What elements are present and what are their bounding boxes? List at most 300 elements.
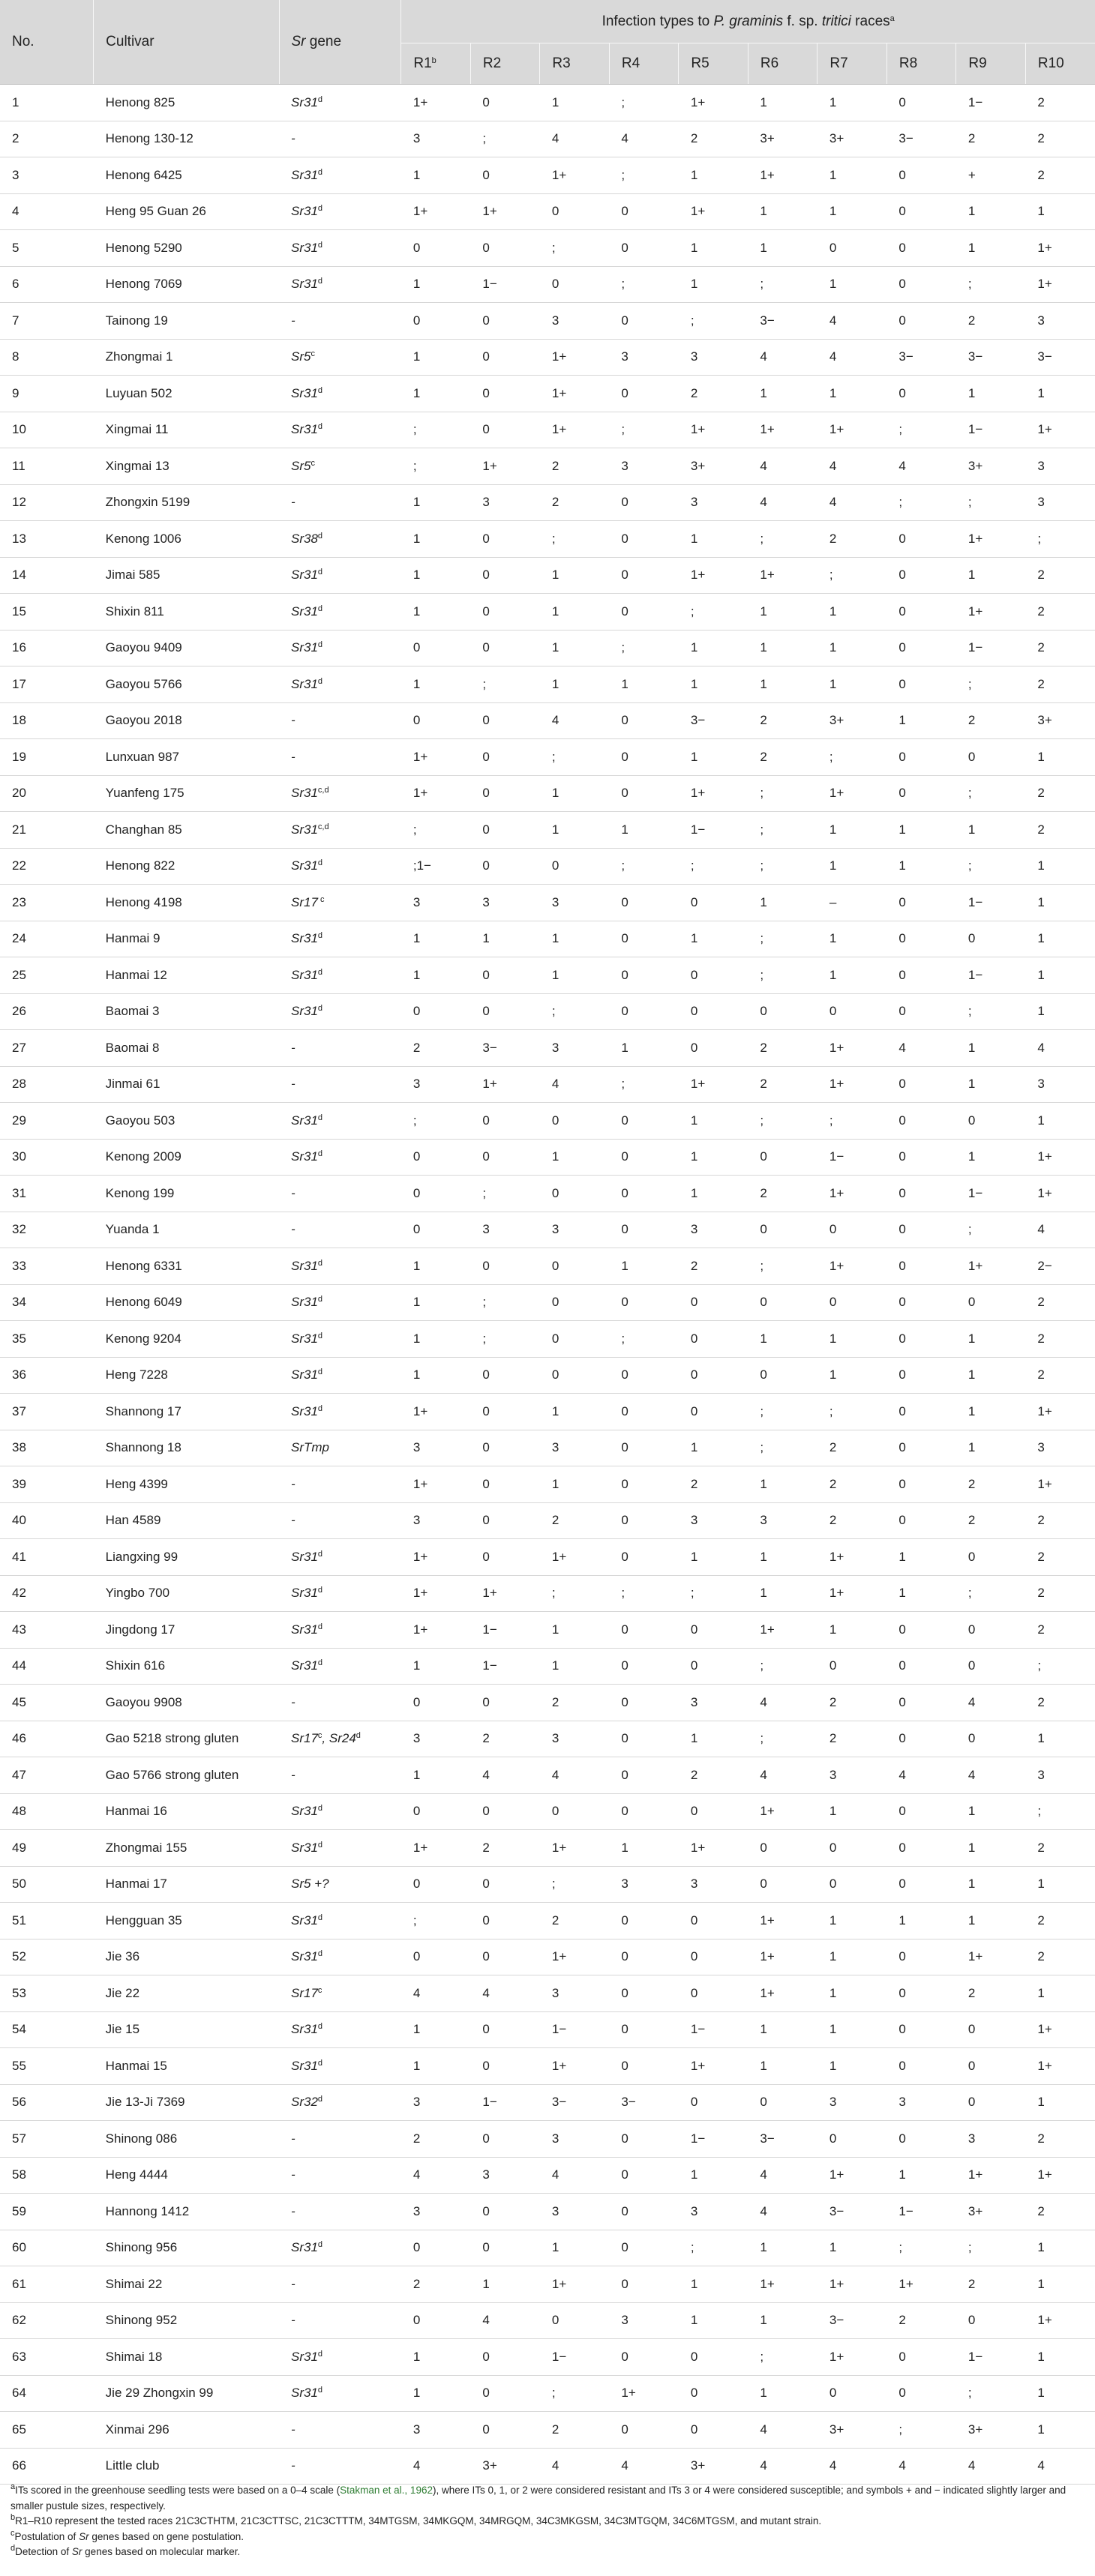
cell-sr-gene <box>279 993 401 1030</box>
cell-race-9: 1 <box>956 1830 1026 1867</box>
race-label: R8 <box>898 55 918 71</box>
cell-race-9: 1 <box>956 1357 1026 1394</box>
cell-race-9: 0 <box>956 2011 1026 2048</box>
cell-sr-gene <box>279 2375 401 2412</box>
gene-footnote-mark: d <box>317 1658 323 1668</box>
cell-race-9: 1 <box>956 1066 1026 1103</box>
cell-race-3: ; <box>540 1866 610 1903</box>
gene-footnote-mark: d <box>317 2095 323 2104</box>
gene-name: Sr31 <box>291 967 318 982</box>
cell-race-2: 0 <box>470 1903 540 1939</box>
cell-race-9: ; <box>956 1212 1026 1248</box>
cell-race-8: 0 <box>886 775 956 812</box>
header-race-5 <box>679 43 748 85</box>
cell-race-6: ; <box>748 1721 818 1757</box>
header-race-9 <box>956 43 1026 85</box>
table-row <box>0 85 1095 121</box>
cell-cultivar: Tainong 19 <box>94 303 279 340</box>
cell-race-7: 0 <box>818 2375 887 2412</box>
cell-no: 55 <box>0 2048 94 2085</box>
gene-name: Sr31 <box>291 2058 318 2073</box>
table-body <box>0 85 1095 2485</box>
cell-race-6: 0 <box>748 1830 818 1867</box>
cell-race-7: 0 <box>818 1830 887 1867</box>
cell-race-3: 1− <box>540 2011 610 2048</box>
cell-sr-gene <box>279 1866 401 1903</box>
cell-cultivar: Lunxuan 987 <box>94 739 279 776</box>
cell-race-5: 0 <box>679 1975 748 2012</box>
cell-race-5: 0 <box>679 1394 748 1430</box>
cell-race-10: 1 <box>1025 993 1095 1030</box>
cell-race-6: 3− <box>748 2121 818 2158</box>
cell-race-9: 2 <box>956 1975 1026 2012</box>
cell-race-2: 0 <box>470 521 540 558</box>
cell-race-10: 2 <box>1025 2121 1095 2158</box>
cell-cultivar: Jie 13-Ji 7369 <box>94 2084 279 2121</box>
cell-cultivar: Changhan 85 <box>94 812 279 849</box>
cell-race-3: 0 <box>540 1103 610 1140</box>
cell-cultivar: Heng 4399 <box>94 1466 279 1503</box>
table-row <box>0 1030 1095 1067</box>
cell-race-8: 0 <box>886 594 956 631</box>
cell-race-6: ; <box>748 812 818 849</box>
table-row <box>0 775 1095 812</box>
cell-cultivar: Shimai 22 <box>94 2266 279 2303</box>
cell-sr-gene <box>279 230 401 267</box>
cell-race-10: 1 <box>1025 739 1095 776</box>
cell-race-2: ; <box>470 1284 540 1321</box>
cell-race-8: 0 <box>886 1321 956 1358</box>
cell-race-10: ; <box>1025 1648 1095 1685</box>
gene-name: - <box>291 2422 296 2437</box>
cell-race-3: 4 <box>540 1066 610 1103</box>
cell-race-9: 1− <box>956 885 1026 921</box>
cell-race-7: 1 <box>818 1793 887 1830</box>
cell-race-3: 3− <box>540 2084 610 2121</box>
cell-race-9: 1 <box>956 193 1026 230</box>
cell-race-4: 0 <box>609 2011 679 2048</box>
cell-sr-gene <box>279 1176 401 1212</box>
cell-race-1: 0 <box>401 702 471 739</box>
table-row <box>0 2157 1095 2194</box>
race-label: R4 <box>621 55 640 71</box>
cell-cultivar: Gao 5766 strong gluten <box>94 1757 279 1794</box>
cell-race-1: 1 <box>401 1357 471 1394</box>
cell-sr-gene <box>279 2194 401 2230</box>
cell-race-6: 3+ <box>748 121 818 157</box>
cell-race-1: 1 <box>401 1284 471 1321</box>
cell-race-3: 3 <box>540 1212 610 1248</box>
cell-race-10: 3 <box>1025 1430 1095 1466</box>
cell-race-8: 0 <box>886 1721 956 1757</box>
cell-race-3: 4 <box>540 121 610 157</box>
cell-cultivar: Zhongmai 1 <box>94 339 279 376</box>
cell-race-6: ; <box>748 1648 818 1685</box>
cell-race-8: 0 <box>886 2048 956 2085</box>
gene-footnote-mark: d <box>317 1113 323 1122</box>
table-row <box>0 1103 1095 1140</box>
cell-sr-gene <box>279 630 401 666</box>
cell-cultivar: Henong 822 <box>94 848 279 885</box>
cell-race-7: 1 <box>818 376 887 412</box>
cell-no: 31 <box>0 1176 94 1212</box>
cell-no: 49 <box>0 1830 94 1867</box>
footnote-a-citation-link[interactable]: Stakman et al., 1962 <box>340 2485 433 2496</box>
cell-race-5: 3 <box>679 1685 748 1721</box>
cell-race-2: 1− <box>470 1612 540 1649</box>
cell-race-9: 0 <box>956 2048 1026 2085</box>
cell-race-8: 0 <box>886 2121 956 2158</box>
cell-no: 24 <box>0 921 94 957</box>
cell-race-1: 3 <box>401 1430 471 1466</box>
gene-footnote-mark: d <box>317 676 323 686</box>
gene-name: Sr31 <box>291 1804 318 1819</box>
gene-name: Sr31 <box>291 1331 318 1346</box>
cell-race-7: 1 <box>818 1357 887 1394</box>
cell-race-5: 1+ <box>679 1830 748 1867</box>
cell-race-9: 2 <box>956 1466 1026 1503</box>
gene-footnote-mark: d <box>317 2386 323 2395</box>
cell-race-9: 1 <box>956 1321 1026 1358</box>
cell-race-8: 0 <box>886 230 956 267</box>
table-row <box>0 521 1095 558</box>
cell-race-6: 4 <box>748 2448 818 2485</box>
cell-race-10: 2 <box>1025 812 1095 849</box>
gene-name: Sr31 <box>291 2022 318 2037</box>
cell-race-1: 1+ <box>401 739 471 776</box>
cell-race-8: 4 <box>886 448 956 485</box>
cell-race-5: 1 <box>679 521 748 558</box>
cell-sr-gene <box>279 2448 401 2485</box>
footnote-a-text: ITs scored in the greenhouse seedling tests were based on a 0–4 scale ( <box>15 2485 340 2496</box>
cell-race-7: 1 <box>818 157 887 194</box>
cell-race-5: 3+ <box>679 448 748 485</box>
cell-cultivar: Xingmai 11 <box>94 412 279 448</box>
race-label: R2 <box>482 55 502 71</box>
gene-name: Sr31 <box>291 568 318 583</box>
cell-race-7: – <box>818 885 887 921</box>
cell-race-10: 1 <box>1025 2266 1095 2303</box>
cell-race-10: 3 <box>1025 1066 1095 1103</box>
table-row <box>0 230 1095 267</box>
cell-race-3: ; <box>540 2375 610 2412</box>
cell-sr-gene <box>279 1066 401 1103</box>
cell-race-10: 2 <box>1025 1612 1095 1649</box>
cell-sr-gene <box>279 1648 401 1685</box>
table-row <box>0 2412 1095 2449</box>
cell-cultivar: Kenong 199 <box>94 1176 279 1212</box>
cell-race-7: 1 <box>818 594 887 631</box>
cell-sr-gene <box>279 1430 401 1466</box>
cell-race-8: ; <box>886 2230 956 2266</box>
cell-sr-gene <box>279 2121 401 2158</box>
cell-race-1: 0 <box>401 1176 471 1212</box>
cell-race-7: 1 <box>818 2230 887 2266</box>
cell-race-5: 2 <box>679 1248 748 1285</box>
cell-race-9: 3+ <box>956 448 1026 485</box>
cell-race-8: 0 <box>886 2375 956 2412</box>
cell-race-7: 4 <box>818 2448 887 2485</box>
cell-race-8: 1 <box>886 812 956 849</box>
gene-footnote-mark: d <box>317 1840 323 1850</box>
table-row <box>0 1793 1095 1830</box>
cell-race-7: 1 <box>818 193 887 230</box>
cell-race-7: 1+ <box>818 1539 887 1576</box>
cell-race-6: 1 <box>748 230 818 267</box>
gene-name: Sr31 <box>291 1658 318 1673</box>
gene-name: - <box>291 495 296 510</box>
cell-race-9: ; <box>956 775 1026 812</box>
cell-race-1: 1+ <box>401 1830 471 1867</box>
cell-race-5: 1 <box>679 739 748 776</box>
cell-race-7: 1+ <box>818 2266 887 2303</box>
table-row <box>0 2011 1095 2048</box>
cell-race-9: 1 <box>956 230 1026 267</box>
cell-race-1: 1 <box>401 594 471 631</box>
header-race-7 <box>818 43 887 85</box>
cell-cultivar: Shannong 17 <box>94 1394 279 1430</box>
cell-race-2: 3 <box>470 484 540 521</box>
cell-race-6: ; <box>748 1430 818 1466</box>
cell-cultivar: Heng 95 Guan 26 <box>94 193 279 230</box>
cell-race-2: 0 <box>470 1394 540 1430</box>
cell-race-6: 1 <box>748 2011 818 2048</box>
gene-footnote-mark: d <box>317 604 323 613</box>
cell-cultivar: Gaoyou 5766 <box>94 666 279 703</box>
cell-race-4: 0 <box>609 2266 679 2303</box>
cell-race-4: 1 <box>609 1248 679 1285</box>
cell-no: 12 <box>0 484 94 521</box>
gene-name: Sr31 <box>291 1913 318 1928</box>
cell-race-9: 1+ <box>956 2157 1026 2194</box>
cell-race-3: 3 <box>540 1030 610 1067</box>
cell-race-3: 0 <box>540 266 610 303</box>
cell-no: 3 <box>0 157 94 194</box>
cell-race-2: 0 <box>470 557 540 594</box>
cell-race-6: 1+ <box>748 2266 818 2303</box>
gene-footnote-mark: d <box>317 1367 323 1377</box>
cell-race-8: 0 <box>886 1648 956 1685</box>
cell-race-3: 0 <box>540 1284 610 1321</box>
cell-race-10: 4 <box>1025 2448 1095 2485</box>
cell-race-10: 2 <box>1025 1321 1095 1358</box>
cell-race-2: 0 <box>470 85 540 121</box>
table-row <box>0 1466 1095 1503</box>
race-footnote-mark: b <box>431 56 436 65</box>
cell-race-1: 1 <box>401 376 471 412</box>
cell-race-9: 1+ <box>956 1939 1026 1975</box>
gene-name: - <box>291 2313 296 2328</box>
cell-race-10: 2 <box>1025 1939 1095 1975</box>
footnote-a <box>10 2483 1090 2514</box>
cell-race-2: 0 <box>470 2048 540 2085</box>
table-row <box>0 1975 1095 2012</box>
cell-race-1: 0 <box>401 1793 471 1830</box>
cell-sr-gene <box>279 885 401 921</box>
cell-race-8: 0 <box>886 2011 956 2048</box>
cell-race-2: 0 <box>470 1466 540 1503</box>
cell-race-3: 0 <box>540 2302 610 2339</box>
cell-cultivar: Henong 7069 <box>94 266 279 303</box>
cell-race-8: 4 <box>886 1030 956 1067</box>
cell-race-8: ; <box>886 412 956 448</box>
gene-footnote-mark: d <box>317 240 323 250</box>
cell-sr-gene <box>279 1939 401 1975</box>
cell-race-10: 1+ <box>1025 412 1095 448</box>
table-row <box>0 303 1095 340</box>
cell-sr-gene <box>279 1284 401 1321</box>
cell-race-5: 1− <box>679 2121 748 2158</box>
cell-race-4: 0 <box>609 1685 679 1721</box>
cell-race-8: 0 <box>886 993 956 1030</box>
table-row <box>0 2194 1095 2230</box>
cell-cultivar: Jimai 585 <box>94 557 279 594</box>
cell-cultivar: Shixin 811 <box>94 594 279 631</box>
cell-race-5: 1 <box>679 230 748 267</box>
cell-race-10: 2 <box>1025 85 1095 121</box>
cell-race-5: 0 <box>679 1648 748 1685</box>
cell-race-1: 3 <box>401 2084 471 2121</box>
cell-race-9: 1− <box>956 630 1026 666</box>
gene-footnote-mark: c <box>317 1985 322 1995</box>
gene-footnote-mark: c,d <box>317 786 329 795</box>
cell-race-4: 0 <box>609 702 679 739</box>
table-header <box>0 0 1095 85</box>
cell-cultivar: Luyuan 502 <box>94 376 279 412</box>
cell-race-2: 0 <box>470 1685 540 1721</box>
cell-no: 7 <box>0 303 94 340</box>
cell-race-2: 0 <box>470 2339 540 2376</box>
cell-cultivar: Hanmai 15 <box>94 2048 279 2085</box>
cell-race-2: 0 <box>470 376 540 412</box>
cell-race-9: 1 <box>956 812 1026 849</box>
cell-race-7: 0 <box>818 993 887 1030</box>
cell-race-8: 0 <box>886 376 956 412</box>
cell-race-2: 3− <box>470 1030 540 1067</box>
cell-race-5: 1+ <box>679 412 748 448</box>
cell-race-8: 0 <box>886 1793 956 1830</box>
cell-race-9: 0 <box>956 1721 1026 1757</box>
cell-race-5: 3− <box>679 702 748 739</box>
cell-race-4: 0 <box>609 1212 679 1248</box>
cell-race-1: 0 <box>401 630 471 666</box>
cell-race-5: 3+ <box>679 2448 748 2485</box>
cell-race-3: 1+ <box>540 2048 610 2085</box>
cell-race-9: ; <box>956 666 1026 703</box>
cell-sr-gene <box>279 775 401 812</box>
gene-name: Sr31 <box>291 858 318 873</box>
cell-race-6: ; <box>748 775 818 812</box>
cell-race-9: 1− <box>956 85 1026 121</box>
cell-race-6: ; <box>748 266 818 303</box>
cell-race-3: 1+ <box>540 1830 610 1867</box>
cell-race-1: 0 <box>401 1939 471 1975</box>
cell-race-4: 0 <box>609 1975 679 2012</box>
cell-cultivar: Gaoyou 9908 <box>94 1685 279 1721</box>
cell-sr-gene <box>279 2048 401 2085</box>
cell-race-4: 0 <box>609 1103 679 1140</box>
cell-race-9: 1− <box>956 412 1026 448</box>
cell-cultivar: Henong 5290 <box>94 230 279 267</box>
table-row <box>0 630 1095 666</box>
cell-race-1: 3 <box>401 2194 471 2230</box>
cell-race-1: 0 <box>401 1212 471 1248</box>
cell-race-2: ; <box>470 1176 540 1212</box>
cell-race-3: 1 <box>540 1612 610 1649</box>
cell-cultivar: Baomai 8 <box>94 1030 279 1067</box>
table-row <box>0 1357 1095 1394</box>
cell-race-2: 1+ <box>470 1575 540 1612</box>
gene-name: SrTmp <box>291 1440 329 1455</box>
cell-race-10: 1+ <box>1025 2157 1095 2194</box>
cell-cultivar: Hanmai 17 <box>94 1866 279 1903</box>
cell-race-3: 0 <box>540 1248 610 1285</box>
gene-name: Sr31 <box>291 277 318 292</box>
gene-name: - <box>291 2276 296 2291</box>
table-row <box>0 376 1095 412</box>
cell-cultivar: Hanmai 12 <box>94 957 279 994</box>
cell-race-8: 1 <box>886 1903 956 1939</box>
cell-cultivar: Henong 825 <box>94 85 279 121</box>
cell-race-2: 0 <box>470 775 540 812</box>
cell-race-9: ; <box>956 484 1026 521</box>
cell-cultivar: Heng 4444 <box>94 2157 279 2194</box>
cell-race-1: 1 <box>401 1648 471 1685</box>
cell-race-1: 1 <box>401 957 471 994</box>
cell-no: 35 <box>0 1321 94 1358</box>
cell-race-5: 0 <box>679 1903 748 1939</box>
cell-race-2: 0 <box>470 1248 540 1285</box>
cell-no: 21 <box>0 812 94 849</box>
cell-race-8: 3 <box>886 2084 956 2121</box>
cell-race-6: ; <box>748 848 818 885</box>
cell-no: 59 <box>0 2194 94 2230</box>
cell-race-4: 0 <box>609 1466 679 1503</box>
cell-race-8: 1− <box>886 2194 956 2230</box>
cell-cultivar: Heng 7228 <box>94 1357 279 1394</box>
cell-race-6: 3− <box>748 303 818 340</box>
cell-race-1: 3 <box>401 2412 471 2449</box>
gene-footnote-mark: c <box>317 894 325 904</box>
cell-race-6: 1 <box>748 193 818 230</box>
table-row <box>0 1830 1095 1867</box>
cell-race-8: 1 <box>886 1539 956 1576</box>
cell-sr-gene <box>279 2339 401 2376</box>
cell-race-3: 1 <box>540 85 610 121</box>
cell-sr-gene <box>279 2302 401 2339</box>
cell-cultivar: Hannong 1412 <box>94 2194 279 2230</box>
cell-no: 28 <box>0 1066 94 1103</box>
cell-race-4: 1 <box>609 1030 679 1067</box>
cell-race-8: 1 <box>886 1575 956 1612</box>
cell-race-3: 1+ <box>540 412 610 448</box>
cell-cultivar: Jie 29 Zhongxin 99 <box>94 2375 279 2412</box>
table-row <box>0 848 1095 885</box>
cell-race-3: 4 <box>540 2157 610 2194</box>
cell-race-6: 0 <box>748 1357 818 1394</box>
header-race-3 <box>540 43 610 85</box>
table-row <box>0 1176 1095 1212</box>
cell-race-5: 1 <box>679 1176 748 1212</box>
table-row <box>0 2302 1095 2339</box>
header-race-1 <box>401 43 471 85</box>
cell-race-5: 0 <box>679 993 748 1030</box>
cell-race-5: 0 <box>679 1793 748 1830</box>
cell-race-7: 1+ <box>818 1176 887 1212</box>
footnote-c <box>10 2530 1090 2545</box>
cell-race-3: 1+ <box>540 157 610 194</box>
cell-race-3: 4 <box>540 1757 610 1794</box>
